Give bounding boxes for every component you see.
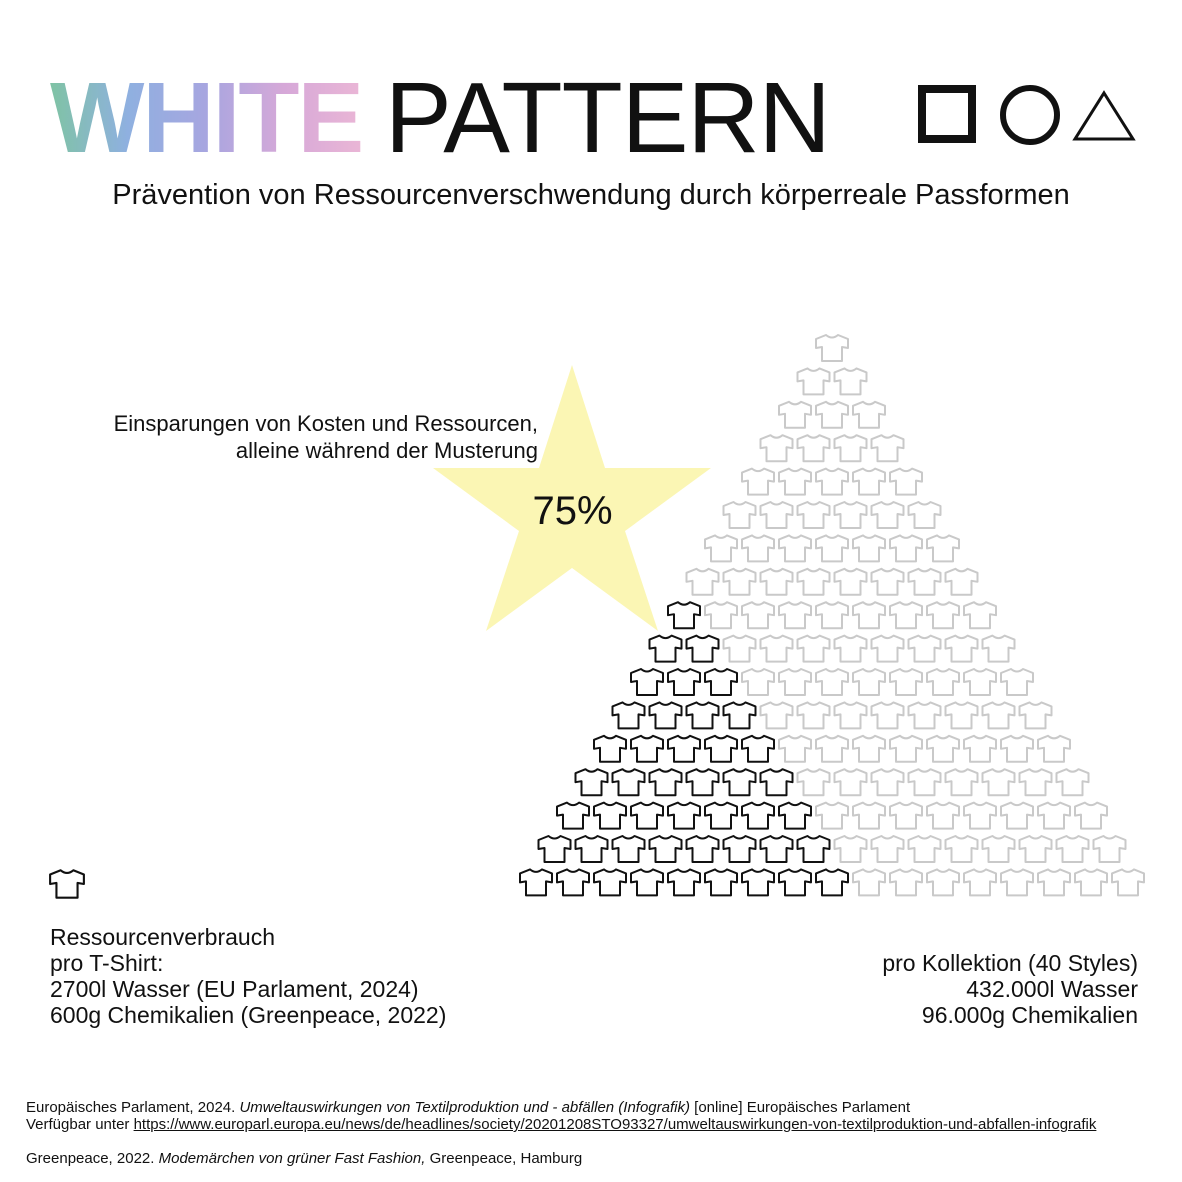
tshirt-icon-grey	[890, 602, 922, 628]
tshirt-icon-grey	[964, 869, 996, 895]
tshirt-icon-grey	[853, 803, 885, 829]
tshirt-icon-black	[779, 803, 811, 829]
ref1-url-link[interactable]: https://www.europarl.europa.eu/news/de/headlines/society/20201208STO93327/umweltauswirkungen-von-textilproduktion-und-abfallen-infografik	[133, 1116, 1097, 1133]
tshirt-icon-black	[742, 736, 774, 762]
tshirt-icon-black	[613, 702, 645, 728]
ref2-title: Modemärchen von grüner Fast Fashion,	[158, 1150, 426, 1167]
tshirt-icon-grey	[761, 435, 793, 461]
tshirt-icon-grey	[853, 869, 885, 895]
per-collection-block	[760, 950, 1138, 1028]
tshirt-icon-black	[779, 869, 811, 895]
tshirt-icon-grey	[1038, 736, 1070, 762]
tshirt-icon-grey	[964, 736, 996, 762]
tshirt-icon-grey	[779, 535, 811, 561]
ref1-title: Umweltauswirkungen von Textilproduktion und - abfällen (Infografik)	[239, 1099, 690, 1116]
tshirt-icon-black	[724, 836, 756, 862]
tshirt-icon-black	[687, 702, 719, 728]
tshirt-icon-grey	[724, 569, 756, 595]
tshirt-icon-grey	[816, 469, 848, 495]
per-shirt-line2: pro T-Shirt:	[50, 950, 164, 976]
tshirt-icon-black	[613, 836, 645, 862]
tshirt-icon-grey	[1020, 702, 1052, 728]
references	[26, 1099, 1096, 1167]
tshirt-icon-grey	[798, 569, 830, 595]
tshirt-icon-grey	[983, 702, 1015, 728]
star-label-line2: alleine während der Musterung	[235, 438, 538, 463]
tshirt-icon-grey	[853, 602, 885, 628]
ref1-suffix: [online] Europäisches Parlament	[689, 1099, 911, 1116]
ref2-suffix: Greenpeace, Hamburg	[425, 1150, 583, 1167]
tshirt-icon-grey	[927, 803, 959, 829]
tshirt-icon-grey	[890, 803, 922, 829]
tshirt-icon-grey	[909, 702, 941, 728]
tshirt-icon-black	[705, 736, 737, 762]
tshirt-icon-grey	[779, 402, 811, 428]
tshirt-icon-black	[557, 869, 589, 895]
tshirt-icon-black	[687, 769, 719, 795]
per-collection-water: 432.000l Wasser	[966, 976, 1138, 1002]
tshirt-icon-grey	[761, 636, 793, 662]
tshirt-icon-grey	[835, 368, 867, 394]
tshirt-icon-grey	[835, 435, 867, 461]
tshirt-icon-grey	[798, 368, 830, 394]
tshirt-icon-grey	[705, 535, 737, 561]
subtitle: Prävention von Ressourcenverschwendung durch körperreale Passformen	[112, 179, 1070, 211]
tshirt-icon-grey	[946, 769, 978, 795]
tshirt-icon-grey	[1020, 836, 1052, 862]
tshirt-icon-black	[594, 803, 626, 829]
ref1-available: Verfügbar unter	[26, 1116, 134, 1133]
ref1-prefix: Europäisches Parlament, 2024.	[26, 1099, 240, 1116]
tshirt-icon-black	[576, 836, 608, 862]
tshirt-icon-grey	[1112, 869, 1144, 895]
tshirt-icon-grey	[1057, 769, 1089, 795]
ref2-prefix: Greenpeace, 2022.	[26, 1150, 159, 1167]
tshirt-icon-grey	[798, 435, 830, 461]
tshirt-icon-grey	[1075, 803, 1107, 829]
tshirt-icon-black	[557, 803, 589, 829]
tshirt-icon-grey	[742, 469, 774, 495]
tshirt-icon-grey	[705, 602, 737, 628]
logo-word-pattern: PATTERN	[385, 62, 830, 174]
tshirt-icon-grey	[890, 535, 922, 561]
tshirt-icon-grey	[835, 569, 867, 595]
tshirt-icon-grey	[816, 669, 848, 695]
tshirt-icon-grey	[909, 569, 941, 595]
tshirt-icon-grey	[724, 502, 756, 528]
tshirt-icon-grey	[798, 702, 830, 728]
tshirt-icon-grey	[1038, 869, 1070, 895]
tshirt-icon-grey	[909, 836, 941, 862]
tshirt-icon-grey	[927, 602, 959, 628]
tshirt-icon	[48, 868, 86, 900]
tshirt-icon-black	[724, 769, 756, 795]
tshirt-icon-grey	[816, 535, 848, 561]
reference-1	[26, 1099, 1096, 1116]
per-collection-chemicals: 96.000g Chemikalien	[921, 1002, 1138, 1028]
tshirt-icon-grey	[816, 402, 848, 428]
per-shirt-water: 2700l Wasser (EU Parlament, 2024)	[50, 976, 419, 1002]
tshirt-icon-grey	[779, 602, 811, 628]
tshirt-icon-black	[687, 836, 719, 862]
tshirt-icon-grey	[853, 469, 885, 495]
tshirt-icon-black	[687, 636, 719, 662]
tshirt-icon-grey	[1020, 769, 1052, 795]
tshirt-icon-grey	[853, 736, 885, 762]
tshirt-icon-grey	[853, 402, 885, 428]
tshirt-icon-grey	[890, 469, 922, 495]
tshirt-icon-grey	[816, 602, 848, 628]
tshirt-icon-black	[705, 669, 737, 695]
tshirt-icon-black	[631, 736, 663, 762]
tshirt-icon-grey	[872, 636, 904, 662]
tshirt-icon-black	[705, 869, 737, 895]
tshirt-icon-grey	[835, 836, 867, 862]
tshirt-icon-grey	[798, 636, 830, 662]
tshirt-icon-black	[798, 836, 830, 862]
tshirt-icon-grey	[872, 702, 904, 728]
tshirt-icon-grey	[742, 535, 774, 561]
tshirt-icon-grey	[927, 669, 959, 695]
tshirt-icon-black	[520, 869, 552, 895]
reference-2	[26, 1150, 1096, 1167]
tshirt-icon-grey	[872, 836, 904, 862]
tshirt-icon-grey	[927, 535, 959, 561]
tshirt-icon-black	[650, 836, 682, 862]
tshirt-icon-grey	[927, 736, 959, 762]
tshirt-icon-grey	[1001, 669, 1033, 695]
star-label	[40, 410, 538, 464]
tshirt-icon-grey	[946, 836, 978, 862]
tshirt-icon-black	[668, 602, 700, 628]
tshirt-icon-grey	[835, 702, 867, 728]
tshirt-icon-grey	[779, 669, 811, 695]
tshirt-icon-black	[594, 869, 626, 895]
tshirt-icon-grey	[742, 602, 774, 628]
tshirt-icon-grey	[816, 803, 848, 829]
tshirt-icon-grey	[724, 636, 756, 662]
tshirt-icon-grey	[890, 669, 922, 695]
reference-1-url-row	[26, 1116, 1096, 1133]
tshirt-icon-grey	[890, 736, 922, 762]
tshirt-icon-grey	[1057, 836, 1089, 862]
tshirt-icon-grey	[1075, 869, 1107, 895]
tshirt-icon-black	[650, 769, 682, 795]
tshirt-icon-grey	[983, 836, 1015, 862]
tshirt-icon-grey	[890, 869, 922, 895]
tshirt-icon-grey	[964, 669, 996, 695]
tshirt-icon-grey	[946, 636, 978, 662]
tshirt-icon-black	[668, 669, 700, 695]
tshirt-icon-black	[631, 803, 663, 829]
tshirt-icon-grey	[946, 569, 978, 595]
per-shirt-block	[50, 924, 446, 1028]
tshirt-icon-grey	[816, 736, 848, 762]
tshirt-icon-black	[594, 736, 626, 762]
tshirt-icon-grey	[872, 502, 904, 528]
tshirt-icon-grey	[1001, 869, 1033, 895]
tshirt-icon-grey	[816, 335, 848, 361]
tshirt-icon-grey	[872, 435, 904, 461]
tshirt-icon-black	[539, 836, 571, 862]
tshirt-icon-black	[613, 769, 645, 795]
tshirt-icon-black	[668, 736, 700, 762]
tshirt-icon-grey	[798, 502, 830, 528]
tshirt-icon-grey	[761, 569, 793, 595]
tshirt-icon-black	[742, 869, 774, 895]
tshirt-icon-black	[631, 669, 663, 695]
tshirt-icon-grey	[853, 535, 885, 561]
tshirt-icon-black	[650, 636, 682, 662]
tshirt-icon-black	[576, 769, 608, 795]
tshirt-icon-black	[761, 769, 793, 795]
tshirt-icon-grey	[779, 736, 811, 762]
tshirt-icon-grey	[761, 502, 793, 528]
tshirt-icon-grey	[742, 669, 774, 695]
tshirt-icon-black	[761, 836, 793, 862]
tshirt-icon-black	[668, 869, 700, 895]
tshirt-icon-grey	[835, 769, 867, 795]
logo-word-white: WHITE	[50, 62, 363, 174]
per-collection-line1: pro Kollektion (40 Styles)	[882, 950, 1138, 976]
tshirt-icon-grey	[798, 769, 830, 795]
tshirt-icon-grey	[1094, 836, 1126, 862]
tshirt-icon-grey	[946, 702, 978, 728]
tshirt-icon-grey	[835, 636, 867, 662]
tshirt-icon-grey	[909, 769, 941, 795]
tshirt-icon-black	[705, 803, 737, 829]
per-shirt-chemicals: 600g Chemikalien (Greenpeace, 2022)	[50, 1002, 447, 1028]
tshirt-icon-grey	[964, 602, 996, 628]
star-value: 75%	[532, 489, 613, 533]
tshirt-icon-black	[668, 803, 700, 829]
tshirt-icon-grey	[1001, 803, 1033, 829]
star-label-line1: Einsparungen von Kosten und Ressourcen,	[113, 411, 538, 436]
tshirt-icon-grey	[853, 669, 885, 695]
tshirt-icon-grey	[1001, 736, 1033, 762]
tshirt-icon-grey	[909, 636, 941, 662]
per-shirt-line1: Ressourcenverbrauch	[50, 924, 276, 950]
tshirt-icon-black	[816, 869, 848, 895]
tshirt-icon-grey	[872, 769, 904, 795]
tshirt-icon-grey	[983, 769, 1015, 795]
tshirt-icon-grey	[687, 569, 719, 595]
tshirt-icon-black	[724, 702, 756, 728]
tshirt-icon-grey	[983, 636, 1015, 662]
tshirt-icon-grey	[909, 502, 941, 528]
tshirt-icon-grey	[761, 702, 793, 728]
tshirt-icon-black	[742, 803, 774, 829]
tshirt-icon-black	[650, 702, 682, 728]
tshirt-icon-grey	[779, 469, 811, 495]
tshirt-icon-grey	[1038, 803, 1070, 829]
tshirt-icon-grey	[835, 502, 867, 528]
tshirt-icon-black	[631, 869, 663, 895]
tshirt-icon-grey	[964, 803, 996, 829]
tshirt-icon-grey	[872, 569, 904, 595]
tshirt-icon-grey	[927, 869, 959, 895]
